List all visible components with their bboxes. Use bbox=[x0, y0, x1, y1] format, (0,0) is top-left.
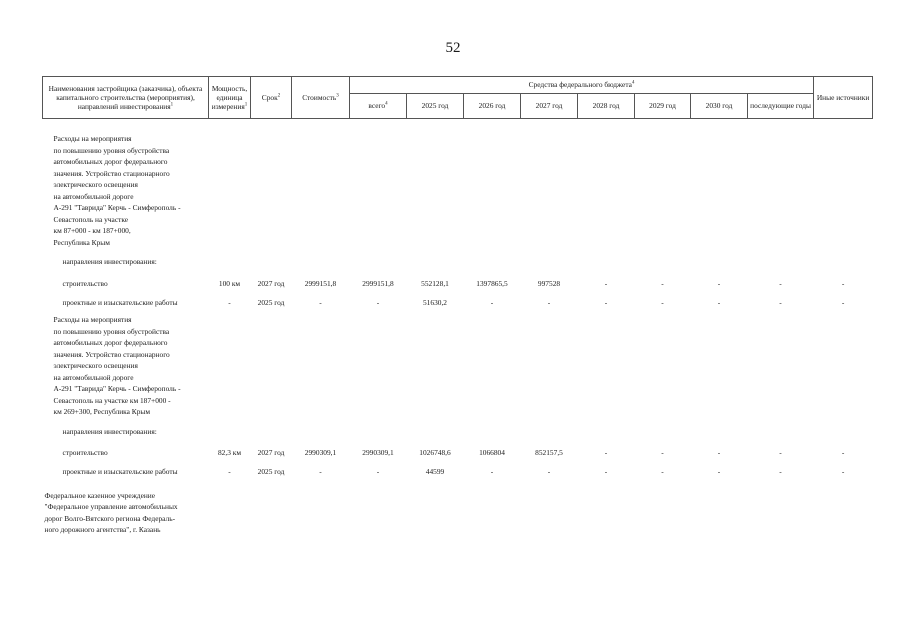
header-term: Срок$^2$ bbox=[251, 77, 292, 119]
table-row: проектные и изыскательские работы - 2025 год - - 51630,2 - - - - - - - bbox=[62, 297, 845, 307]
directions-row bbox=[43, 250, 873, 274]
header-2030: 2030 год bbox=[691, 94, 748, 119]
header-2027: 2027 год bbox=[521, 94, 578, 119]
organization-name: Федеральное казенное учреждение "Федеральное управление автомобильных дорог Волго-Вятского региона Федераль- ного дорожного агентства", г. Казань bbox=[44, 490, 178, 534]
header-other-sources: Иные источники bbox=[814, 77, 873, 119]
header-total: всего$^4$ bbox=[350, 94, 407, 119]
directions-label: направления инвестирования: bbox=[62, 257, 157, 267]
directions-row bbox=[43, 420, 873, 444]
header-2028: 2028 год bbox=[578, 94, 635, 119]
investment-table bbox=[42, 76, 873, 536]
header-2026: 2026 год bbox=[464, 94, 521, 119]
table-row: строительство 100 км 2027 год 2999151,8 2999151,8 552128,1 1397865,5 997528 - - - - - bbox=[62, 278, 845, 288]
header-name: Наименования застройщика (заказчика), объекта капитального строительства (мероприятия), направлений инвестирования$^1$ bbox=[43, 77, 209, 119]
header-capacity: Мощность, единица измерения$^1$ bbox=[209, 77, 251, 119]
table-row: строительство 82,3 км 2027 год 2990309,1 2990309,1 1026748,6 1066804 852157,5 - - - - - bbox=[62, 448, 845, 458]
object-description-row bbox=[43, 312, 873, 420]
organization-row bbox=[43, 488, 873, 536]
table-row: проектные и изыскательские работы - 2025 год - - 44599 - - - - - - - bbox=[62, 467, 845, 477]
directions-label: направления инвестирования: bbox=[62, 426, 157, 436]
header-later: последующие годы bbox=[748, 94, 814, 119]
header-2025: 2025 год bbox=[407, 94, 464, 119]
header-cost: Стоимость$^3$ bbox=[292, 77, 350, 119]
object-description: Расходы на мероприятия по повышению уровня обустройства автомобильных дорог федерального значения. Устройство стационарного электрического освещения на автомобильной дороге А-291 "Таврида" Керчь - Симферополь - Севастополь на участке км 187+000 - км 269+300, Республика Крым bbox=[53, 315, 181, 416]
table-body bbox=[43, 119, 873, 536]
object-description-row bbox=[43, 131, 873, 250]
header-2029: 2029 год bbox=[635, 94, 691, 119]
page-number: 52 bbox=[445, 40, 461, 56]
object-description: Расходы на мероприятия по повышению уровня обустройства автомобильных дорог федерального значения. Устройство стационарного электрического освещения на автомобильной дороге А-291 "Таврида" Керчь - Симферополь - Севастополь на участке км 87+000 - км 187+000, Республика Крым bbox=[53, 134, 181, 247]
table-header bbox=[43, 77, 873, 119]
header-federal-budget: Средства федерального бюджета$^4$ bbox=[350, 77, 814, 94]
